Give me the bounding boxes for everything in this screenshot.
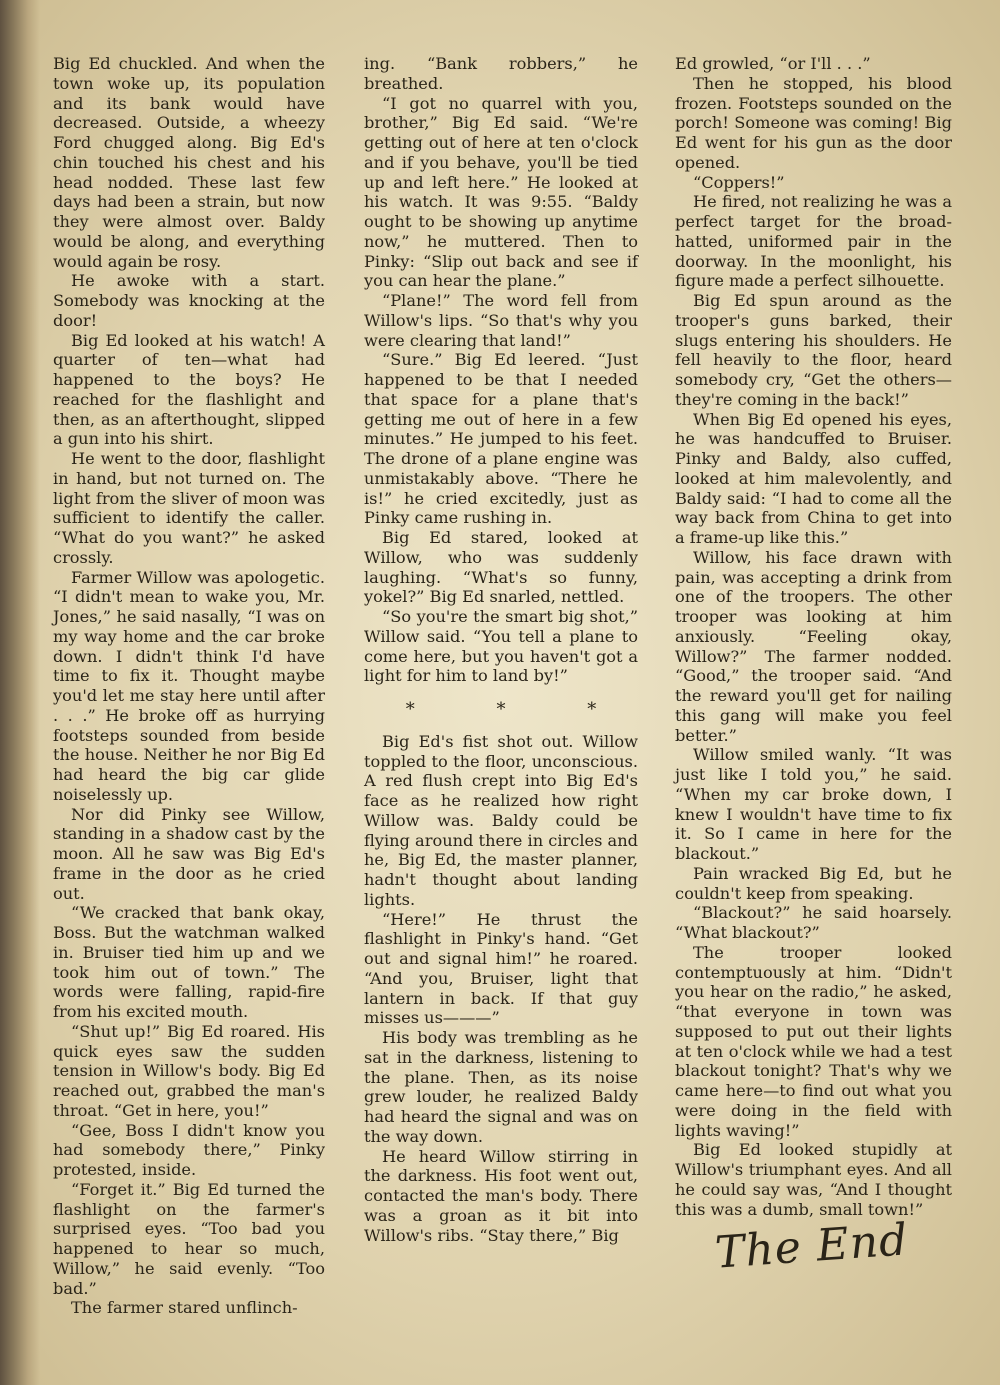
paragraph: Big Ed looked at his watch! A quarter of ten—what had happened to the boys? He reached for the flashlight and then, as an afterthought, slipped a gun into his shirt. xyxy=(53,330,325,449)
section-separator: * * * xyxy=(405,699,635,720)
paragraph: He went to the door, flashlight in hand, but not turned on. The light from the sliver of moon was sufficient to identify the caller. “What do you want?” he asked crossly. xyxy=(53,449,325,567)
paragraph: “Plane!” The word fell from Willow's lips. “So that's why you were clearing that land!” xyxy=(364,291,638,350)
paragraph: Willow, his face drawn with pain, was accepting a drink from one of the troopers. The other trooper was looking at him anxiously. “Feeling okay, Willow?” The farmer nodded. “Good,” the trooper said. “And the reward you'll get for nailing this gang will make you feel better.” xyxy=(675,547,952,745)
text-column-3 xyxy=(675,54,952,1279)
the-end-signature: The End xyxy=(713,1214,910,1279)
paragraph: Big Ed looked stupidly at Willow's triumphant eyes. And all he could say was, “And I thought this was a dumb, small town!” xyxy=(675,1140,952,1219)
paragraph: “Blackout?” he said hoarsely. “What blackout?” xyxy=(675,903,952,942)
paragraph: “So you're the smart big shot,” Willow said. “You tell a plane to come here, but you haven't got a light for him to land by!” xyxy=(364,607,638,686)
paragraph: “Shut up!” Big Ed roared. His quick eyes saw the sudden tension in Willow's body. Big Ed reached out, grabbed the man's throat. “Get in here, you!” xyxy=(53,1021,325,1120)
paragraph: “We cracked that bank okay, Boss. But the watchman walked in. Bruiser tied him up and we took him out of town.” The words were falling, rapid-fire from his excited mouth. xyxy=(53,903,325,1021)
paragraph: Then he stopped, his blood frozen. Footsteps sounded on the porch! Someone was coming! Big Ed went for his gun as the door opened. xyxy=(675,73,952,172)
paragraph: The trooper looked contemptuously at him. “Didn't you hear on the radio,” he asked, “that everyone in town was supposed to put out their lights at ten o'clock while we had a test blackout tonight? That's why we came here—to find out what you were doing in the field with lights waving!” xyxy=(675,942,952,1140)
paragraph: “Coppers!” xyxy=(693,172,785,192)
paragraph: Big Ed chuckled. And when the town woke up, its population and its bank would have decreased. Outside, a wheezy Ford chugged along. Big Ed's chin touched his chest and his head nodded. These last few days had been a strain, but now they were almost over. Baldy would be along, and everything would again be rosy. xyxy=(53,54,325,271)
paragraph: The farmer stared unflinch- xyxy=(71,1298,298,1318)
column-2-part-2 xyxy=(364,732,638,1246)
paragraph: Pain wracked Big Ed, but he couldn't keep from speaking. xyxy=(675,863,952,903)
paragraph: “Sure.” Big Ed leered. “Just happened to be that I needed that space for a plane that's getting me out of here in a few minutes.” He jumped to his feet. The drone of a plane engine was unmistakably above. “There he is!” he cried excitedly, just as Pinky came rushing in. xyxy=(364,350,638,528)
paragraph: Farmer Willow was apologetic. “I didn't mean to wake you, Mr. Jones,” he said nasally, “I was on my way home and the car broke down. I didn't think I'd have time to fix it. Thought maybe you'd let me stay here until after . . .” He broke off as hurrying footsteps sounded from beside the house. Neither he nor Big Ed had heard the big car glide noiselessly up. xyxy=(53,567,325,804)
column-2-part-1 xyxy=(364,54,638,686)
paragraph: Nor did Pinky see Willow, standing in a shadow cast by the moon. All he saw was Big Ed's frame in the door as he cried out. xyxy=(53,804,325,903)
column-3-body xyxy=(675,54,952,1219)
paragraph: ing. “Bank robbers,” he breathed. xyxy=(364,54,638,93)
paragraph: His body was trembling as he sat in the darkness, listening to the plane. Then, as its noise grew louder, he realized Baldy had heard the signal and was on the way down. xyxy=(364,1028,638,1146)
paragraph: Big Ed's fist shot out. Willow toppled to the floor, unconscious. A red flush crept into Big Ed's face as he realized how right Willow was. Baldy could be flying around there in circles and he, Big Ed, the master planner, hadn't thought about landing lights. xyxy=(364,731,638,909)
paragraph: “Here!” He thrust the flashlight in Pinky's hand. “Get out and signal him!” he roared. “And you, Bruiser, light that lantern in back. If that guy misses us———” xyxy=(364,909,638,1028)
paragraph: Willow smiled wanly. “It was just like I told you,” he said. “When my car broke down, I knew I wouldn't have time to fix it. So I came in here for the blackout.” xyxy=(675,745,952,863)
paragraph: Big Ed spun around as the trooper's guns barked, their slugs entering his shoulders. He fell heavily to the floor, heard somebody cry, “Get the others—they're coming in the back!” xyxy=(675,291,952,409)
paragraph: He heard Willow stirring in the darkness. His foot went out, contacted the man's body. There was a groan as it bit into Willow's ribs. “Stay there,” Big xyxy=(364,1146,638,1245)
paragraph: “I got no quarrel with you, brother,” Big Ed said. “We're getting out of here at ten o'clock and if you behave, you'll be tied up and left here.” He looked at his watch. It was 9:55. “Baldy ought to be showing up anytime now,” he muttered. Then to Pinky: “Slip out back and see if you can hear the plane.” xyxy=(364,93,638,291)
paragraph: “Gee, Boss I didn't know you had somebody there,” Pinky protested, inside. xyxy=(53,1120,325,1179)
paragraph: Ed growled, “or I'll . . .” xyxy=(675,54,871,73)
paragraph: “Forget it.” Big Ed turned the flashlight on the farmer's surprised eyes. “Too bad you happened to hear so much, Willow,” he said evenly. “Too bad.” xyxy=(53,1179,325,1298)
paragraph: He awoke with a start. Somebody was knocking at the door! xyxy=(53,271,325,330)
paragraph: He fired, not realizing he was a perfect target for the broad-hatted, uniformed pair in the doorway. In the moonlight, his figure made a perfect silhouette. xyxy=(675,192,952,291)
binding-gutter xyxy=(0,0,40,1385)
paragraph: Big Ed stared, looked at Willow, who was suddenly laughing. “What's so funny, yokel?” Big Ed snarled, nettled. xyxy=(364,528,638,607)
text-column-2 xyxy=(364,54,638,1245)
text-column-1 xyxy=(53,54,325,1318)
paragraph: When Big Ed opened his eyes, he was handcuffed to Bruiser. Pinky and Baldy, also cuffed, looked at him malevolently, and Baldy said: “I had to come all the way back from China to get into a frame-up like this.” xyxy=(675,409,952,547)
